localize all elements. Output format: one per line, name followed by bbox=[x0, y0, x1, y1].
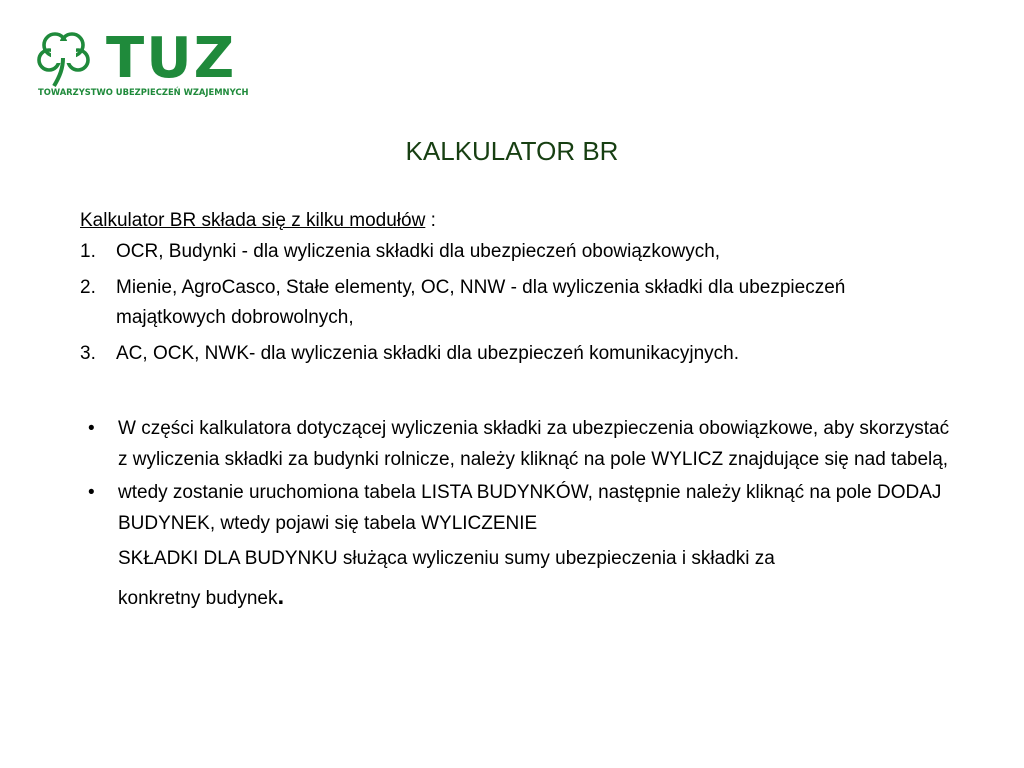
instruction-text: konkretny budynek bbox=[118, 588, 278, 609]
intro-suffix: : bbox=[425, 210, 436, 231]
instruction-text: SKŁADKI DLA BUDYNKU służąca wyliczeniu sumy ubezpieczenia i składki za bbox=[118, 548, 775, 569]
instruction-period: . bbox=[277, 583, 285, 610]
module-text: Mienie, AgroCasco, Stałe elementy, OC, NNW - dla wyliczenia składki dla ubezpieczeń majątkowych dobrowolnych, bbox=[116, 277, 846, 328]
module-list bbox=[80, 237, 960, 369]
module-item bbox=[80, 237, 960, 267]
clover-icon bbox=[36, 28, 98, 90]
intro-underlined: Kalkulator BR składa się z kilku modułów bbox=[80, 210, 426, 231]
module-number: 3. bbox=[80, 343, 96, 364]
tuz-logo bbox=[36, 28, 276, 102]
module-number: 1. bbox=[80, 241, 96, 262]
module-text: AC, OCK, NWK- dla wyliczenia składki dla ubezpieczeń komunikacyjnych. bbox=[116, 343, 740, 364]
module-text: OCR, Budynki - dla wyliczenia składki dla ubezpieczeń obowiązkowych, bbox=[116, 241, 721, 262]
slide-content bbox=[80, 205, 960, 617]
instruction-text: W części kalkulatora dotyczącej wyliczenia składki za ubezpieczenia obowiązkowe, aby skorzystać z wyliczenia składki za budynki rolnicze, należy kliknąć na pole WYLICZ znajdujące się nad tabelą, bbox=[118, 418, 950, 470]
bullet-marker: • bbox=[88, 418, 95, 439]
instruction-item bbox=[80, 413, 960, 475]
instruction-text: wtedy zostanie uruchomiona tabela LISTA BUDYNKÓW, następnie należy kliknąć na pole DODAJ BUDYNEK, wtedy pojawi się tabela WYLICZENIE bbox=[118, 482, 942, 534]
page-title: KALKULATOR BR bbox=[405, 136, 619, 166]
instruction-item bbox=[80, 477, 960, 617]
module-item bbox=[80, 339, 960, 369]
module-number: 2. bbox=[80, 277, 96, 298]
bullet-marker: • bbox=[88, 482, 95, 503]
logo-subtitle: TOWARZYSTWO UBEZPIECZEŃ WZAJEMNYCH bbox=[38, 87, 249, 97]
logo-wordmark: TUZ bbox=[106, 26, 237, 91]
instruction-text-end bbox=[118, 579, 960, 617]
module-item bbox=[80, 273, 960, 333]
intro-line bbox=[80, 205, 960, 237]
instruction-list bbox=[80, 413, 960, 617]
